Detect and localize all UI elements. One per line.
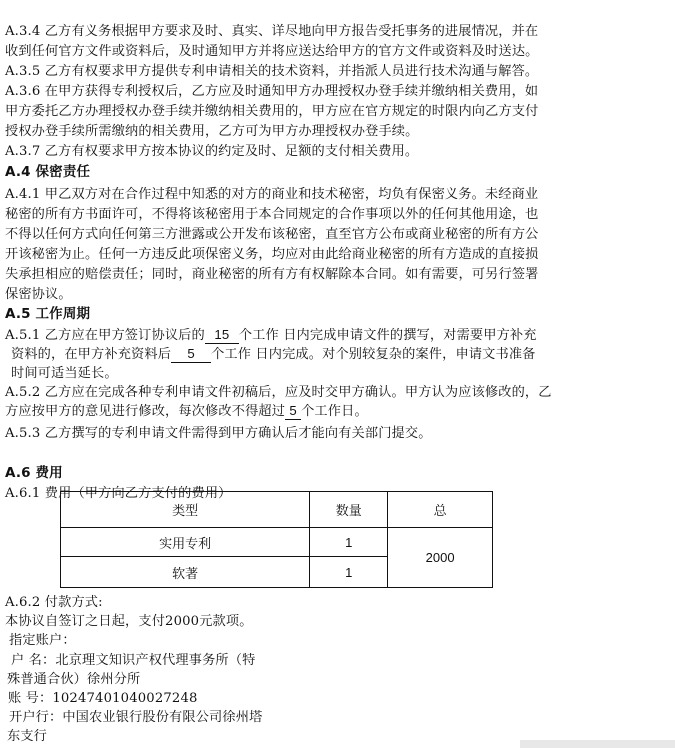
total-amount: 2000: [388, 528, 493, 588]
clause-a4-1-line1: A.4.1 甲乙双方对在合作过程中知悉的对方的商业和技术秘密，均负有保密义务。未经商业: [5, 187, 539, 202]
viewer-status-bar: [520, 740, 675, 748]
section-a4-heading: A.4 保密责任: [5, 164, 91, 180]
days-field-1: 15: [205, 327, 239, 344]
clause-a3-4-line2: 收到任何官方文件或资料后，及时通知甲方并将应送达给甲方的官方文件或资料及时送达。: [5, 44, 539, 59]
clause-a4-1-line6: 保密协议。: [5, 287, 72, 302]
row-qty: 1: [310, 528, 388, 557]
row-type: 软著: [61, 557, 310, 588]
table-row: [61, 528, 493, 557]
clause-a3-6-line3: 授权办登手续所需缴纳的相关费用，乙方可为甲方办理授权办登手续。: [5, 124, 419, 139]
clause-a4-1-line4: 开该秘密为止。任何一方违反此项保密义务，均应对由此给商业秘密的所有方造成的直接损: [5, 247, 539, 262]
clause-a5-1-line2: [11, 345, 536, 365]
clause-a5-1-text-c: 资料的，在甲方补充资料后: [11, 347, 172, 362]
header-qty: 数量: [310, 492, 388, 528]
clause-a5-2-line1: A.5.2 乙方应在完成各种专利申请文件初稿后，应及时交甲方确认。甲方认为应该修改的，乙: [5, 385, 552, 400]
clause-a4-1-line5: 失承担相应的赔偿责任；同时，商业秘密的所有方有权解除本合同。如有需要，可另行签署: [5, 267, 539, 282]
days-field-2: 5: [171, 346, 211, 363]
clause-a3-4-line1: A.3.4 乙方有义务根据甲方要求及时、真实、详尽地向甲方报告受托事务的进展情况，并在: [5, 24, 539, 39]
clause-a5-1-text-b: 个工作 日内完成申请文件的撰写，对需要甲方补充: [238, 328, 537, 343]
clause-a5-2-line2: [5, 402, 368, 422]
fee-table: [60, 491, 493, 588]
account-name-line2: 殊普通合伙）徐州分所: [7, 672, 141, 687]
clause-a5-2-text-a: 方应按甲方的意见进行修改，每次修改不得超过: [5, 404, 286, 419]
row-type: 实用专利: [61, 528, 310, 557]
account-title: 指定账户：: [9, 633, 76, 648]
clause-a3-6-line2: 甲方委托乙方办理授权办登手续并缴纳相关费用的，甲方应在官方规定的时限内向乙方支付: [5, 104, 539, 119]
clause-a4-1-line3: 不得以任何方式向任何第三方泄露或公开发布该秘密，直至官方公布或商业秘密的所有方公: [5, 227, 539, 242]
bank-line2: 东支行: [7, 729, 48, 744]
clause-a5-1-line3: 时间可适当延长。: [11, 366, 118, 381]
bank-line1: 开户行：中国农业银行股份有限公司徐州塔: [9, 710, 263, 725]
clause-a4-1-line2: 秘密的所有方书面许可，不得将该秘密用于本合同规定的合作事项以外的任何其他用途，也: [5, 207, 539, 222]
section-a5-heading: A.5 工作周期: [5, 306, 91, 322]
clause-a3-7: A.3.7 乙方有权要求甲方按本协议的约定及时、足额的支付相关费用。: [5, 144, 419, 159]
clause-a3-5: A.3.5 乙方有权要求甲方提供专利申请相关的技术资料，并指派人员进行技术沟通与解答。: [5, 64, 539, 79]
clause-a5-1-text-d: 个工作 日内完成。对个别较复杂的案件，申请文书准备: [211, 347, 536, 362]
clause-a3-6-line1: A.3.6 在甲方获得专利授权后，乙方应及时通知甲方办理授权办登手续并缴纳相关费用，如: [5, 84, 539, 99]
account-number: 账 号：10247401040027248: [8, 691, 198, 706]
clause-a5-2-text-b: 个工作日。: [301, 404, 368, 419]
clause-a6-1: A.6.1 费用（甲方向乙方支付的费用）: [5, 486, 232, 501]
row-qty: 1: [310, 557, 388, 588]
table-header-row: [61, 492, 493, 528]
clause-a5-1-line1: [5, 326, 537, 346]
section-a6-heading: A.6 费用: [5, 465, 63, 481]
payment-terms: 本协议自签订之日起，支付2000元款项。: [5, 614, 253, 629]
clause-a5-1-text-a: A.5.1 乙方应在甲方签订协议后的: [5, 328, 205, 343]
clause-a5-3: A.5.3 乙方撰写的专利申请文件需得到甲方确认后才能向有关部门提交。: [5, 426, 432, 441]
days-field-3: 5: [285, 403, 301, 420]
header-total: 总: [388, 492, 493, 528]
header-type: 类型: [61, 492, 310, 528]
account-name-line1: 户 名：北京理文知识产权代理事务所（特: [11, 653, 256, 668]
clause-a6-2-title: A.6.2 付款方式:: [5, 595, 103, 610]
